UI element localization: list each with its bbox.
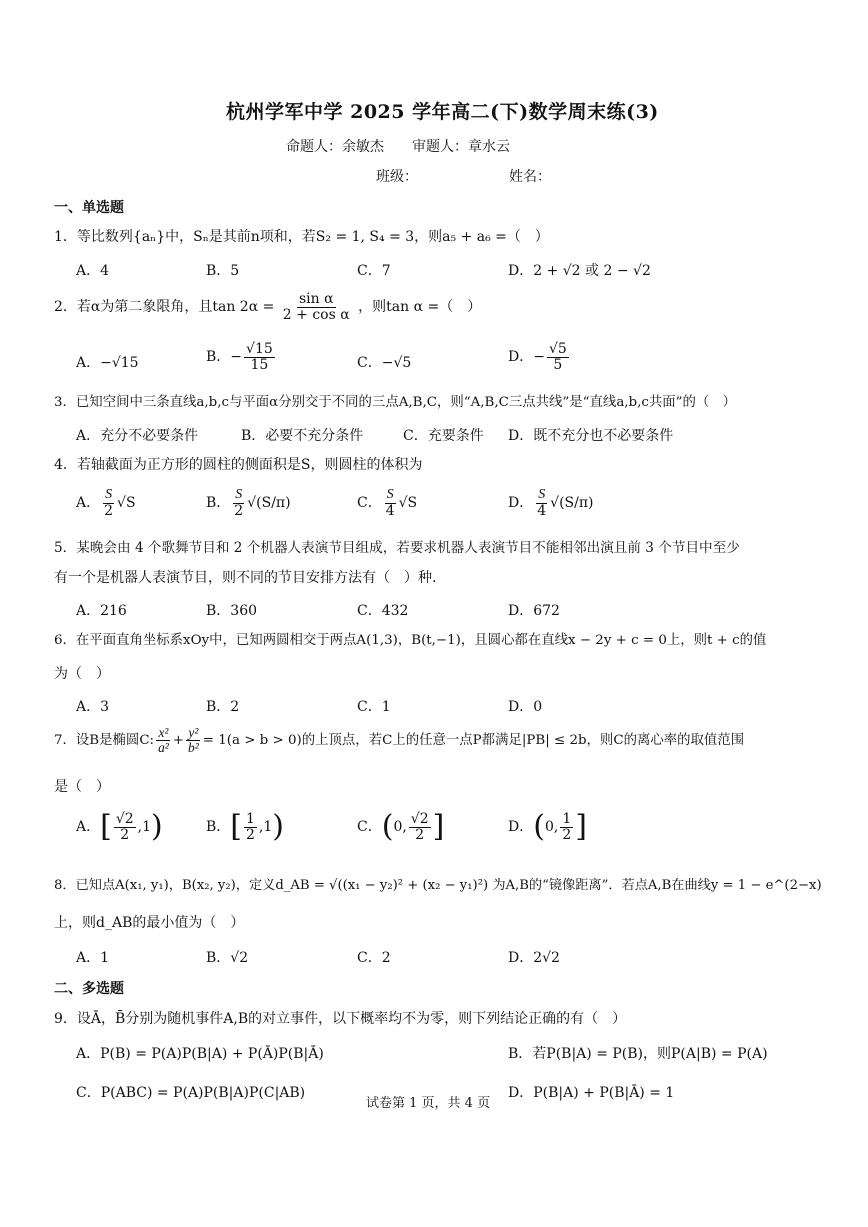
q2-b-pre: B．− bbox=[206, 349, 243, 366]
q7-option-c bbox=[357, 809, 445, 845]
q7-c-den: 2 bbox=[415, 826, 425, 843]
q2-d-frac bbox=[547, 342, 569, 372]
page-footer: 试卷第 1 页，共 4 页 bbox=[366, 1096, 491, 1111]
q4-c-pre: C． bbox=[357, 495, 382, 512]
q9-option-a: A．P(B) = P(A)P(B|A) + P(Ā)P(B|Ā) bbox=[76, 1046, 324, 1062]
q7-c-left-bracket: ( bbox=[381, 809, 394, 845]
q7-option-d bbox=[508, 809, 587, 845]
q7-c-num: √2 bbox=[410, 811, 429, 827]
question-7-stem bbox=[54, 726, 744, 755]
q7-c-right-bracket: ] bbox=[432, 809, 445, 845]
q5-option-a: A．216 bbox=[76, 603, 127, 619]
q2-b-num: √15 bbox=[246, 341, 273, 357]
question-4-stem: 4．若轴截面为正方形的圆柱的侧面积是S，则圆柱的体积为 bbox=[54, 457, 423, 473]
q7-a-right-bracket: ) bbox=[151, 809, 163, 845]
q3-option-c: C．充要条件 bbox=[403, 428, 484, 444]
question-1-stem: 1．等比数列{aₙ}中，Sₙ是其前n项和，若S₂ = 1, S₄ = 3，则a₅ + a₆ =（ ） bbox=[54, 229, 549, 245]
q7-d-left-bracket: ( bbox=[533, 809, 545, 845]
q7-fx-den: a² bbox=[158, 740, 169, 756]
q4-b-den: 2 bbox=[234, 502, 244, 519]
q7-d-frac bbox=[560, 812, 573, 842]
q4-b-frac bbox=[232, 488, 245, 518]
q4-b-num: S bbox=[235, 487, 243, 502]
q7-stem-pre: 7．设B是椭圆C: bbox=[54, 733, 155, 749]
q4-d-post: √(S/π) bbox=[550, 495, 594, 512]
q7-b-pre: B． bbox=[206, 819, 231, 836]
q8-option-a: A．1 bbox=[76, 950, 110, 966]
q7-stem-post: = 1(a > b > 0)的上顶点，若C上的任意一点P都满足|PB| ≤ 2b，则C的离心率的取值范围 bbox=[202, 733, 745, 749]
q4-a-pre: A． bbox=[76, 495, 101, 512]
q7-d-den: 2 bbox=[562, 826, 572, 843]
page-title: 杭州学军中学 2025 学年高二(下)数学周末练(3) bbox=[226, 101, 659, 123]
author-line: 命题人：余敏杰 审题人：章水云 bbox=[286, 139, 510, 155]
q6-option-a: A．3 bbox=[76, 699, 110, 715]
q7-frac-x bbox=[156, 726, 171, 755]
q4-option-b bbox=[206, 488, 291, 518]
q7-a-frac bbox=[114, 812, 136, 842]
q2-fraction bbox=[281, 292, 352, 322]
question-6-stem-line-2: 为（ ） bbox=[54, 666, 110, 682]
q7-fy-num: y² bbox=[188, 725, 199, 740]
q4-d-frac bbox=[535, 488, 548, 518]
section-single-choice: 一、单选题 bbox=[54, 200, 124, 216]
class-name-fields: 班级： 姓名： bbox=[376, 169, 551, 185]
q7-b-den: 2 bbox=[246, 826, 255, 843]
q1-option-b: B．5 bbox=[206, 263, 240, 279]
q7-b-num: 1 bbox=[246, 811, 255, 827]
q7-c-mid: 0, bbox=[393, 819, 407, 836]
q4-option-c bbox=[357, 488, 417, 518]
q2-stem-post: ，则tan α =（ ） bbox=[358, 299, 482, 316]
q7-d-num: 1 bbox=[562, 811, 572, 827]
question-5-stem-line-1: 5．某晚会由 4 个歌舞节目和 2 个机器人表演节目组成，若要求机器人表演节目不能相邻出演且前 3 个节目中至少 bbox=[54, 540, 740, 556]
q2-option-b bbox=[206, 342, 277, 372]
q3-option-a: A．充分不必要条件 bbox=[76, 428, 199, 444]
q7-a-left-bracket: [ bbox=[100, 809, 112, 845]
q4-d-den: 4 bbox=[537, 502, 547, 519]
q7-b-right-bracket: ) bbox=[272, 809, 285, 845]
q7-b-frac bbox=[244, 812, 257, 842]
q1-option-c: C．7 bbox=[357, 263, 391, 279]
q5-option-b: B．360 bbox=[206, 603, 258, 619]
q4-option-a bbox=[76, 488, 136, 518]
q1-option-a: A．4 bbox=[76, 263, 110, 279]
q2-frac-den: 2 + cos α bbox=[282, 306, 350, 323]
q6-option-b: B．2 bbox=[206, 699, 240, 715]
q3-option-b: B．必要不充分条件 bbox=[241, 428, 364, 444]
q4-d-pre: D． bbox=[508, 495, 534, 512]
question-2-stem bbox=[54, 292, 481, 322]
q9-option-d: D．P(B|A) + P(B|Ā) = 1 bbox=[508, 1085, 675, 1101]
q2-d-num: √5 bbox=[548, 341, 567, 357]
q7-option-b bbox=[206, 809, 285, 845]
question-3-stem: 3．已知空间中三条直线a,b,c与平面α分别交于不同的三点A,B,C，则“A,B,C三点共线”是“直线a,b,c共面”的（ ） bbox=[54, 395, 737, 410]
q4-a-den: 2 bbox=[104, 502, 114, 519]
q7-b-post: ,1 bbox=[258, 819, 273, 836]
q7-a-post: ,1 bbox=[137, 819, 152, 836]
q7-c-frac bbox=[409, 812, 431, 842]
q2-option-d bbox=[508, 342, 571, 372]
q4-a-post: √S bbox=[117, 495, 136, 512]
q8-option-b: B．√2 bbox=[206, 950, 249, 966]
q7-frac-y bbox=[186, 726, 201, 755]
q4-c-frac bbox=[384, 488, 397, 518]
q4-c-post: √S bbox=[398, 495, 418, 512]
q7-fx-num: x² bbox=[158, 725, 169, 740]
q4-c-num: S bbox=[386, 487, 394, 502]
q9-option-c: C．P(ABC) = P(A)P(B|A)P(C|AB) bbox=[76, 1085, 306, 1101]
q4-option-d bbox=[508, 488, 594, 518]
q7-b-left-bracket: [ bbox=[230, 809, 243, 845]
q9-option-b: B．若P(B|A) = P(B)，则P(A|B) = P(A) bbox=[508, 1046, 768, 1062]
q2-stem-pre: 2．若α为第二象限角，且tan 2α = bbox=[54, 299, 275, 316]
question-9-stem: 9．设Ā，B̄分别为随机事件A,B的对立事件，以下概率均不为零，则下列结论正确的有（ ） bbox=[54, 1011, 627, 1027]
question-5-stem-line-2: 有一个是机器人表演节目，则不同的节目安排方法有（ ）种. bbox=[54, 570, 437, 586]
q5-option-d: D．672 bbox=[508, 603, 560, 619]
q7-c-pre: C． bbox=[357, 819, 382, 836]
q2-option-a: A．−√15 bbox=[76, 355, 139, 371]
q7-a-den: 2 bbox=[120, 826, 130, 843]
q2-b-frac bbox=[244, 342, 275, 372]
q7-d-right-bracket: ] bbox=[575, 809, 587, 845]
q8-option-c: C．2 bbox=[357, 950, 391, 966]
q7-a-pre: A． bbox=[76, 819, 101, 836]
q2-frac-num: sin α bbox=[298, 291, 334, 307]
question-7-stem-line-2: 是（ ） bbox=[54, 779, 110, 795]
q4-c-den: 4 bbox=[385, 502, 395, 519]
q4-b-pre: B． bbox=[206, 495, 231, 512]
q7-d-pre: D． bbox=[508, 819, 534, 836]
q7-option-a bbox=[76, 809, 163, 845]
q4-b-post: √(S/π) bbox=[247, 495, 291, 512]
q7-fy-den: b² bbox=[188, 740, 199, 756]
section-multiple-choice: 二、多选题 bbox=[54, 981, 124, 997]
q2-b-den: 15 bbox=[250, 356, 269, 373]
q6-option-d: D．0 bbox=[508, 699, 543, 715]
q8-option-d: D．2√2 bbox=[508, 950, 560, 966]
q3-option-d: D．既不充分也不必要条件 bbox=[508, 428, 674, 444]
q4-a-frac bbox=[102, 488, 115, 518]
q5-option-c: C．432 bbox=[357, 603, 409, 619]
q4-a-num: S bbox=[105, 487, 113, 502]
q2-d-pre: D．− bbox=[508, 349, 545, 366]
question-8-stem-line-2: 上，则d_AB的最小值为（ ） bbox=[54, 915, 245, 931]
question-6-stem-line-1: 6．在平面直角坐标系xOy中，已知两圆相交于两点A(1,3)，B(t,−1)，且圆心都在直线x − 2y + c = 0上，则t + c的值 bbox=[54, 633, 767, 648]
q2-option-c: C．−√5 bbox=[357, 355, 412, 371]
q7-plus: + bbox=[172, 733, 185, 749]
q7-a-num: √2 bbox=[115, 811, 134, 827]
question-8-stem-line-1: 8．已知点A(x₁, y₁)，B(x₂, y₂)，定义d_AB = √((x₁ − y₂)² + (x₂ − y₁)²) 为A,B的“镜像距离”．若点A,B在曲线y = 1 − e^(2−x) bbox=[54, 878, 822, 893]
q7-d-mid: 0, bbox=[544, 819, 559, 836]
q2-d-den: 5 bbox=[553, 356, 563, 373]
q6-option-c: C．1 bbox=[357, 699, 391, 715]
q1-option-d: D．2 + √2 或 2 − √2 bbox=[508, 263, 651, 279]
q4-d-num: S bbox=[538, 487, 546, 502]
